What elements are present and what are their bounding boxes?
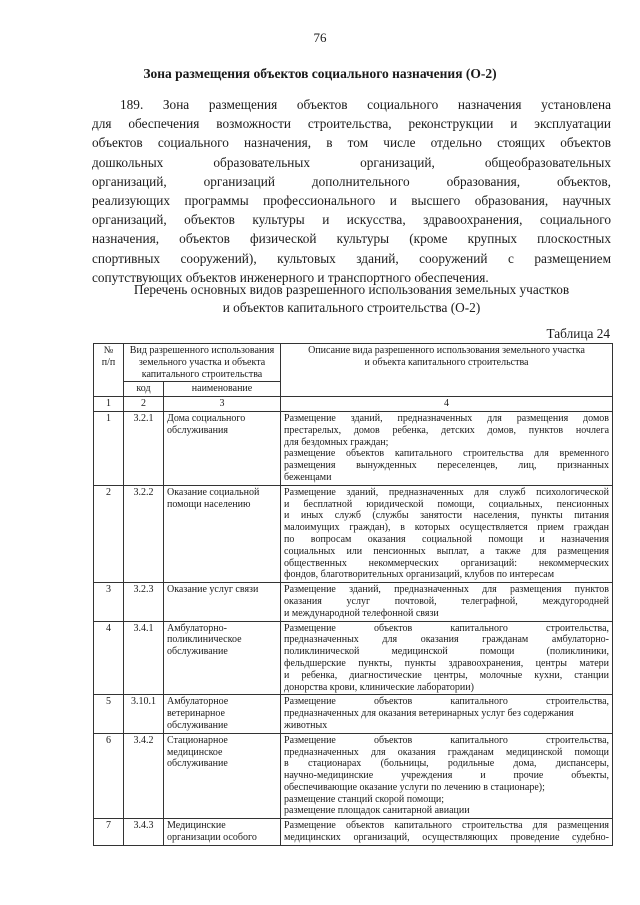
row-number: 2 [94,485,124,582]
use-code: 3.10.1 [124,695,164,733]
use-name-line: обслуживание [167,646,228,658]
description-line: в стационарах (больницы, родильные дома, диспансеры, [284,758,610,770]
description-line: по вопросам оказания социальной помощи и назначения [284,533,610,545]
paragraph-line: сопутствующих объектов инженерного и транспортного обеспечения. [92,269,489,285]
description-line: общественных некоммерческих организаций: некоммерческих [284,557,610,569]
use-name [164,733,281,819]
paragraph-line: 189. Зона размещения объектов социального назначения установлена [120,97,611,112]
use-name-line: Дома социального [167,412,246,424]
use-name-line: Оказание услуг связи [167,584,259,596]
use-description [281,411,613,485]
description-line: социальных или пенсионных выплат, а также для размещения [284,545,610,557]
use-name-line: помощи населению [167,498,251,510]
description-line: донорства крови, клинические лаборатории) [284,681,474,693]
use-name-line: обслуживания [167,424,228,436]
paragraph-line: объектов социального назначения, в том числе отдельно стоящих объектов [92,135,611,151]
permitted-use-table [93,343,613,846]
use-name-line: Амбулаторно- [167,622,227,634]
description-line: фельдшерские пункты, пункты здравоохранения, центры матери [284,657,610,669]
description-line: размещение станций скорой помощи; [284,793,445,805]
use-name-line: Стационарное [167,734,228,746]
row-number: 5 [94,695,124,733]
header-description: Описание вида разрешенного использования земельного участка и объекта капитального строительства [281,344,613,397]
description-line: медицинских организаций, осуществляющих проведение судебно- [284,832,610,844]
use-code: 3.4.3 [124,819,164,846]
use-name-line: обслуживание [167,758,228,770]
description-line: и ребенка, диагностические центры, молочные кухни, станции [284,669,610,681]
use-description [281,621,613,695]
index-cell: 1 [94,397,124,412]
header-kind: Вид разрешенного использования земельного участка и объекта капитального строительства [124,344,281,382]
paragraph-line: организаций, объектов культуры и искусства, здравоохранения, социального [92,212,611,228]
paragraph-line: для обеспечения возможности строительства, реконструкции и эксплуатации [92,116,611,132]
list-title-line: и объектов капитального строительства (О-2) [222,300,481,315]
use-name-line: поликлиническое [167,634,242,646]
description-line: Размещение зданий, предназначенных для размещения пунктов [284,584,610,596]
description-line: фондов, благотворительных организаций, клубов по интересам [284,569,555,581]
use-name-line: Медицинские [167,820,226,832]
use-code: 3.4.1 [124,621,164,695]
row-number: 7 [94,819,124,846]
index-cell: 3 [164,397,281,412]
use-name [164,485,281,582]
description-line: предназначенных для оказания гражданам медицинской помощи [284,746,610,758]
description-line: оказания услуг почтовой, телеграфной, междугородней [284,595,610,607]
use-name-line: медицинское [167,746,223,758]
row-number: 6 [94,733,124,819]
use-name [164,621,281,695]
row-number: 4 [94,621,124,695]
paragraph-line: дошкольных образовательных организаций, общеобразовательных [92,154,611,170]
table-row [94,411,613,485]
body-paragraph [92,95,611,287]
use-name-line: Оказание социальной [167,486,260,498]
list-title [92,281,611,317]
description-line: для бездомных граждан; [284,436,389,448]
description-line: и иных служб (службы занятости населения, пункты питания [284,510,610,522]
description-line: престарелых, домов ребенка, детских домов, пунктов ночлега [284,424,610,436]
table-row [94,583,613,621]
use-name-line: Амбулаторное [167,696,229,708]
list-title-line: Перечень основных видов разрешенного использования земельных участков [133,282,570,297]
table-header-row [94,344,613,382]
description-line: Размещение зданий, предназначенных для размещения домов [284,412,610,424]
header-code: код [124,382,164,397]
paragraph-line: спортивных сооружений), культовых зданий, сооружений с размещением [92,250,611,266]
use-code: 3.4.2 [124,733,164,819]
header-num: № п/п [94,344,124,397]
paragraph-line: назначения, объектов физической культуры (кроме крупных плоскостных [92,231,611,247]
description-line: предназначенных для оказания ветеринарных услуг без содержания [284,708,574,720]
use-description [281,583,613,621]
use-name [164,411,281,485]
use-code: 3.2.2 [124,485,164,582]
description-line: беженцами [284,471,332,483]
page-number: 76 [313,30,327,45]
use-name [164,583,281,621]
use-code: 3.2.1 [124,411,164,485]
table-row [94,621,613,695]
table-row [94,485,613,582]
use-name-line: организации особого [167,832,257,844]
paragraph-line: реализующих программы профессионального и высшего образования, научных [92,193,611,209]
use-description [281,695,613,733]
use-name-line: обслуживание [167,719,228,731]
use-name [164,819,281,846]
paragraph-line: организаций, организаций дополнительного образования, объектов, [92,173,611,189]
use-code: 3.2.3 [124,583,164,621]
description-line: научно-медицинские учреждения и прочие объекты, [284,770,610,782]
description-line: поликлинической медицинской помощи (поликлиники, [284,646,610,658]
index-cell: 2 [124,397,164,412]
use-name [164,695,281,733]
row-number: 1 [94,411,124,485]
table-index-row [94,397,613,412]
description-line: предназначенных для оказания гражданам амбулаторно- [284,634,610,646]
table-row [94,695,613,733]
description-line: Размещение объектов капитального строительства, [284,734,610,746]
description-line: Размещение объектов капитального строительства для размещения [284,820,610,832]
use-description [281,485,613,582]
table-row [94,819,613,846]
description-line: Размещение объектов капитального строительства, [284,622,610,634]
use-description [281,819,613,846]
header-name: наименование [164,382,281,397]
table-row [94,733,613,819]
description-line: Размещение зданий, предназначенных для служб психологической [284,486,610,498]
description-line: обеспечивающие оказание услуги по лечению в стационаре); [284,781,545,793]
row-number: 3 [94,583,124,621]
description-line: Размещение объектов капитального строительства, [284,696,610,708]
table-label: Таблица 24 [546,326,610,341]
description-line: размещения вынужденных переселенцев, лиц, признанных [284,460,610,472]
description-line: животных [284,719,328,731]
description-line: размещение объектов капитального строительства для временного [284,448,610,460]
section-heading: Зона размещения объектов социального назначения (О-2) [143,66,497,81]
description-line: размещение площадок санитарной авиации [284,805,470,817]
description-line: малоимущих граждан), в которых осуществляется прием граждан [284,522,610,534]
index-cell: 4 [281,397,613,412]
use-description [281,733,613,819]
use-name-line: ветеринарное [167,708,225,720]
description-line: и бесплатной юридической помощи, социальных, пенсионных [284,498,610,510]
description-line: и международной телефонной связи [284,607,439,619]
